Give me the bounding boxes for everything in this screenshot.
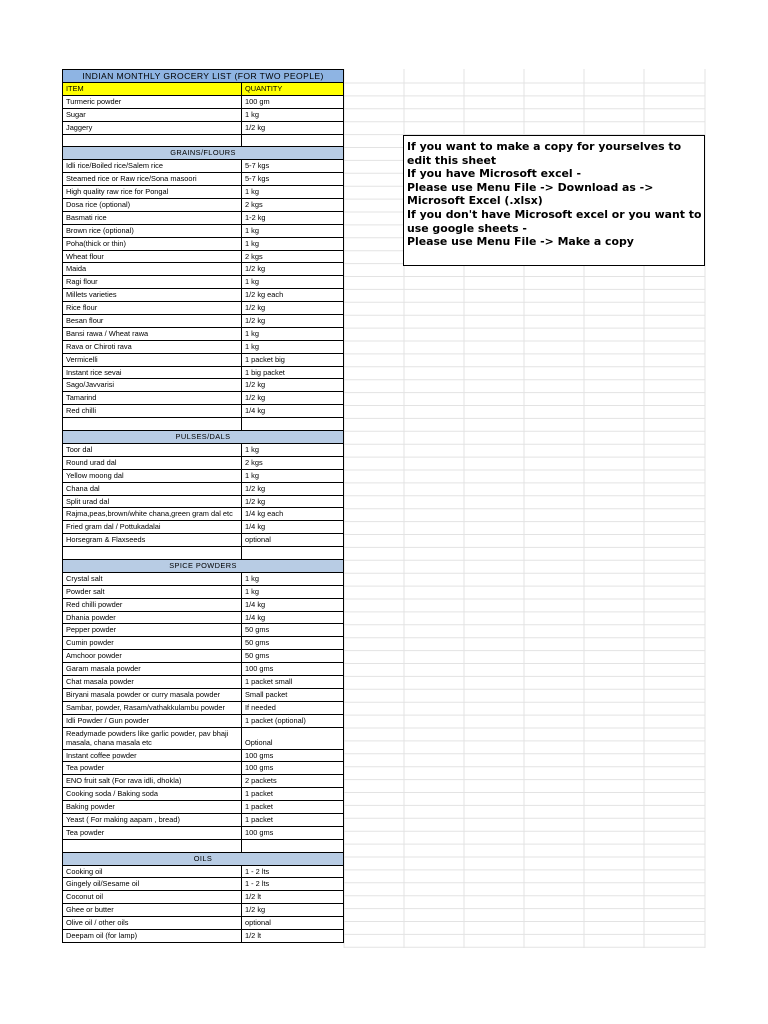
table-row (62, 866, 344, 879)
table-row (62, 122, 344, 135)
item-cell: Maida (62, 263, 242, 275)
table-row (62, 521, 344, 534)
item-cell: Readymade powders like garlic powder, pav bhaji masala, chana masala etc (62, 728, 242, 749)
item-cell: Toor dal (62, 444, 242, 456)
item-cell: Ragi flour (62, 276, 242, 288)
table-body (62, 96, 344, 943)
quantity-cell: 1/2 kg (242, 302, 344, 314)
table-row (62, 624, 344, 637)
item-cell: Rajma,peas,brown/white chana,green gram dal etc (62, 508, 242, 520)
item-cell: Split urad dal (62, 496, 242, 508)
table-row (62, 715, 344, 728)
item-cell: Round urad dal (62, 457, 242, 469)
table-row (62, 212, 344, 225)
item-cell (62, 135, 242, 147)
quantity-cell: 1/2 kg (242, 379, 344, 391)
quantity-cell: 1/2 kg each (242, 289, 344, 301)
item-cell: Deepam oil (for lamp) (62, 930, 242, 942)
table-row (62, 637, 344, 650)
quantity-cell: 1 kg (242, 225, 344, 237)
quantity-cell: 1 big packet (242, 367, 344, 379)
item-cell: Sago/Javvarisi (62, 379, 242, 391)
item-cell: Chana dal (62, 483, 242, 495)
quantity-cell (242, 418, 344, 430)
note-line: If you have Microsoft excel - (407, 167, 581, 181)
quantity-cell: 1 kg (242, 341, 344, 353)
quantity-cell: 1 kg (242, 573, 344, 585)
quantity-cell: 1 kg (242, 586, 344, 598)
blank-row (62, 547, 344, 560)
note-line: If you don't have Microsoft excel or you want to (407, 207, 702, 221)
table-row (62, 676, 344, 689)
item-cell: Turmeric powder (62, 96, 242, 108)
table-row (62, 508, 344, 521)
table-header-row (62, 83, 344, 96)
table-row (62, 173, 344, 186)
quantity-cell: 1/2 kg (242, 263, 344, 275)
blank-row (62, 840, 344, 853)
item-cell: Basmati rice (62, 212, 242, 224)
table-row (62, 534, 344, 547)
table-row (62, 750, 344, 763)
quantity-cell: 5-7 kgs (242, 173, 344, 185)
item-cell: Yellow moong dal (62, 470, 242, 482)
table-row (62, 801, 344, 814)
item-cell (62, 418, 242, 430)
table-row (62, 650, 344, 663)
table-row (62, 444, 344, 457)
table-row (62, 367, 344, 380)
item-cell: Instant coffee powder (62, 750, 242, 762)
section-header-row (62, 431, 344, 444)
quantity-cell: 1/2 lt (242, 891, 344, 903)
item-cell: Idli Powder / Gun powder (62, 715, 242, 727)
item-cell (62, 840, 242, 852)
section-title: SPICE POWDERS (62, 560, 344, 572)
quantity-cell: 1/4 kg (242, 612, 344, 624)
table-row (62, 457, 344, 470)
table-row (62, 702, 344, 715)
table-row (62, 586, 344, 599)
quantity-cell: 1/2 kg (242, 315, 344, 327)
quantity-cell: 1/2 kg (242, 392, 344, 404)
quantity-cell: 1 kg (242, 109, 344, 121)
quantity-cell (242, 547, 344, 559)
item-cell: Powder salt (62, 586, 242, 598)
item-cell: Garam masala powder (62, 663, 242, 675)
table-row (62, 775, 344, 788)
quantity-cell: 1 packet small (242, 676, 344, 688)
quantity-cell: 1 packet (optional) (242, 715, 344, 727)
note-line: edit this sheet (407, 153, 497, 167)
quantity-cell: 1 kg (242, 328, 344, 340)
item-cell: ENO fruit salt (For rava idli, dhokla) (62, 775, 242, 787)
item-cell: Poha(thick or thin) (62, 238, 242, 250)
quantity-cell: 1 kg (242, 238, 344, 250)
item-cell: Red chilli powder (62, 599, 242, 611)
quantity-cell: 2 kgs (242, 199, 344, 211)
item-cell: Fried gram dal / Pottukadalai (62, 521, 242, 533)
item-cell: Coconut oil (62, 891, 242, 903)
table-title-row (62, 69, 344, 83)
table-row (62, 891, 344, 904)
quantity-cell: 5-7 kgs (242, 160, 344, 172)
grocery-list-table (62, 69, 344, 943)
quantity-cell: 1 packet (242, 788, 344, 800)
quantity-cell: 1 kg (242, 276, 344, 288)
item-cell: Cooking soda / Baking soda (62, 788, 242, 800)
table-row (62, 612, 344, 625)
table-row (62, 788, 344, 801)
table-row (62, 392, 344, 405)
quantity-cell: 1/2 kg (242, 122, 344, 134)
table-row (62, 109, 344, 122)
item-cell: Vermicelli (62, 354, 242, 366)
quantity-cell: 1/2 kg (242, 496, 344, 508)
quantity-cell: 1 kg (242, 470, 344, 482)
quantity-cell (242, 840, 344, 852)
item-cell: Crystal salt (62, 573, 242, 585)
item-column-header: ITEM (62, 83, 242, 95)
table-row (62, 689, 344, 702)
table-row (62, 663, 344, 676)
item-cell: High quality raw rice for Pongal (62, 186, 242, 198)
quantity-cell: 1-2 kg (242, 212, 344, 224)
table-row (62, 238, 344, 251)
section-header-row (62, 147, 344, 160)
item-cell: Besan flour (62, 315, 242, 327)
item-cell: Tamarind (62, 392, 242, 404)
note-line: If you want to make a copy for yourselves to (407, 140, 682, 153)
table-row (62, 96, 344, 109)
note-line: use google sheets - (407, 221, 527, 235)
quantity-cell: optional (242, 534, 344, 546)
table-row (62, 315, 344, 328)
blank-row (62, 418, 344, 431)
quantity-cell: 1 - 2 lts (242, 866, 344, 878)
item-cell: Millets varieties (62, 289, 242, 301)
section-header-row (62, 560, 344, 573)
table-row (62, 354, 344, 367)
quantity-cell: 100 gms (242, 762, 344, 774)
blank-row (62, 135, 344, 148)
item-cell: Wheat flour (62, 251, 242, 263)
table-row (62, 599, 344, 612)
table-row (62, 930, 344, 943)
quantity-cell: 1 - 2 lts (242, 878, 344, 890)
note-line: Microsoft Excel (.xlsx) (407, 194, 543, 208)
item-cell: Jaggery (62, 122, 242, 134)
quantity-cell: If needed (242, 702, 344, 714)
table-row (62, 302, 344, 315)
item-cell: Pepper powder (62, 624, 242, 636)
item-cell: Steamed rice or Raw rice/Sona masoori (62, 173, 242, 185)
item-cell: Yeast ( For making aapam , bread) (62, 814, 242, 826)
item-cell: Brown rice (optional) (62, 225, 242, 237)
table-row (62, 878, 344, 891)
item-cell: Tea powder (62, 827, 242, 839)
item-cell: Sambar, powder, Rasam/vathakkulambu powder (62, 702, 242, 714)
quantity-cell: 1/4 kg (242, 599, 344, 611)
item-cell: Olive oil / other oils (62, 917, 242, 929)
quantity-cell: 1 packet big (242, 354, 344, 366)
item-cell: Dosa rice (optional) (62, 199, 242, 211)
table-row (62, 827, 344, 840)
quantity-cell: 100 gms (242, 750, 344, 762)
table-row (62, 263, 344, 276)
item-cell: Cooking oil (62, 866, 242, 878)
note-line: Please use Menu File -> Download as -> (407, 180, 654, 194)
table-row (62, 483, 344, 496)
table-row (62, 276, 344, 289)
section-title: GRAINS/FLOURS (62, 147, 344, 159)
item-cell: Amchoor powder (62, 650, 242, 662)
table-row (62, 814, 344, 827)
table-row (62, 289, 344, 302)
item-cell: Horsegram & Flaxseeds (62, 534, 242, 546)
quantity-cell: 1/2 kg (242, 904, 344, 916)
quantity-cell: 1 kg (242, 186, 344, 198)
item-cell: Bansi rawa / Wheat rawa (62, 328, 242, 340)
table-row (62, 405, 344, 418)
item-cell: Rice flour (62, 302, 242, 314)
table-row (62, 379, 344, 392)
quantity-cell: 1 packet (242, 801, 344, 813)
item-cell: Dhania powder (62, 612, 242, 624)
item-cell: Ghee or butter (62, 904, 242, 916)
quantity-cell: 1/4 kg (242, 521, 344, 533)
note-line: Please use Menu File -> Make a copy (407, 235, 634, 249)
table-row (62, 328, 344, 341)
table-row (62, 904, 344, 917)
instructions-note (403, 135, 705, 266)
section-title: OILS (62, 853, 344, 865)
item-cell: Rava or Chiroti rava (62, 341, 242, 353)
quantity-cell: 1/4 kg (242, 405, 344, 417)
quantity-cell: 50 gms (242, 624, 344, 636)
quantity-cell: 1/2 lt (242, 930, 344, 942)
section-header-row (62, 853, 344, 866)
item-cell: Chat masala powder (62, 676, 242, 688)
table-row (62, 470, 344, 483)
quantity-column-header: QUANTITY (242, 83, 344, 95)
item-cell: Tea powder (62, 762, 242, 774)
quantity-cell: Optional (242, 728, 344, 749)
item-cell: Baking powder (62, 801, 242, 813)
quantity-cell: 1/4 kg each (242, 508, 344, 520)
table-row (62, 160, 344, 173)
quantity-cell: 100 gms (242, 827, 344, 839)
quantity-cell: optional (242, 917, 344, 929)
item-cell (62, 547, 242, 559)
table-row (62, 225, 344, 238)
table-row (62, 199, 344, 212)
quantity-cell: 2 kgs (242, 251, 344, 263)
item-cell: Gingely oil/Sesame oil (62, 878, 242, 890)
item-cell: Idli rice/Boiled rice/Salem rice (62, 160, 242, 172)
quantity-cell: 100 gms (242, 663, 344, 675)
quantity-cell: 50 gms (242, 650, 344, 662)
table-row (62, 186, 344, 199)
quantity-cell: 1 packet (242, 814, 344, 826)
table-row (62, 917, 344, 930)
section-title: PULSES/DALS (62, 431, 344, 443)
table-row (62, 728, 344, 750)
quantity-cell: 50 gms (242, 637, 344, 649)
quantity-cell: 100 gm (242, 96, 344, 108)
quantity-cell: 1 kg (242, 444, 344, 456)
quantity-cell: 2 kgs (242, 457, 344, 469)
table-row (62, 251, 344, 264)
item-cell: Red chilli (62, 405, 242, 417)
table-row (62, 341, 344, 354)
item-cell: Instant rice sevai (62, 367, 242, 379)
table-row (62, 573, 344, 586)
quantity-cell: Small packet (242, 689, 344, 701)
item-cell: Cumin powder (62, 637, 242, 649)
item-cell: Sugar (62, 109, 242, 121)
item-cell: Biryani masala powder or curry masala powder (62, 689, 242, 701)
table-row (62, 762, 344, 775)
table-row (62, 496, 344, 509)
quantity-cell (242, 135, 344, 147)
table-title: INDIAN MONTHLY GROCERY LIST (FOR TWO PEOPLE) (82, 71, 324, 81)
quantity-cell: 2 packets (242, 775, 344, 787)
quantity-cell: 1/2 kg (242, 483, 344, 495)
